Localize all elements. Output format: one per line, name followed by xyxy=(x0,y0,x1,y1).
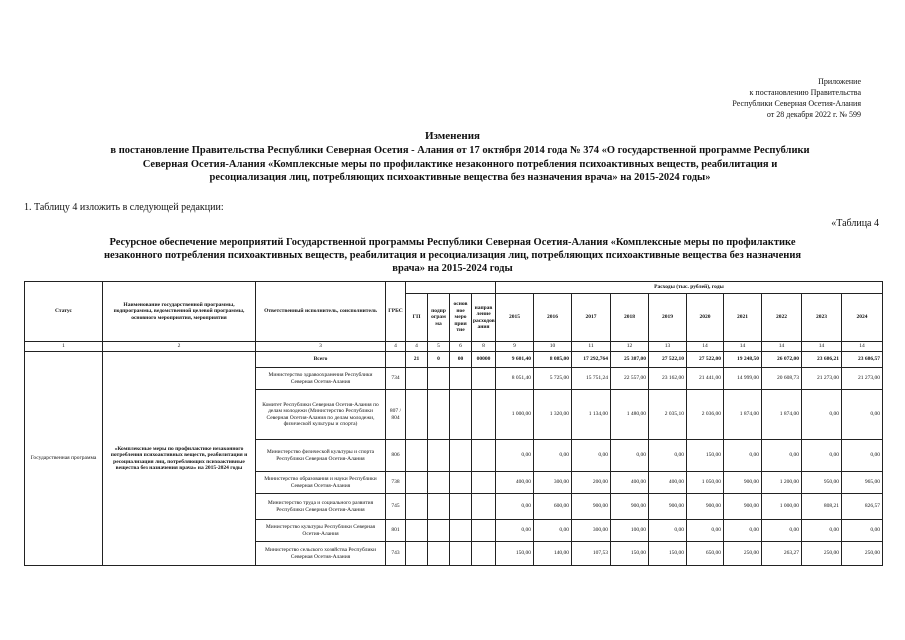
column-number: 4 xyxy=(406,342,428,352)
value-cell-2016: 1 320,00 xyxy=(534,390,572,440)
value-cell-2018: 100,00 xyxy=(611,520,649,542)
value-cell-2023: 0,00 xyxy=(802,440,842,472)
executor-cell: Министерство труда и социального развития Республики Северная Осетия-Алания xyxy=(256,494,386,520)
header-year-2021: 2021 xyxy=(724,294,762,342)
value-cell-2022: 20 608,73 xyxy=(762,368,802,390)
value-cell-2017: 17 292,764 xyxy=(572,352,611,368)
value-cell-2021: 19 248,50 xyxy=(724,352,762,368)
value-cell-2020: 0,00 xyxy=(687,520,724,542)
value-cell-2018: 25 387,00 xyxy=(611,352,649,368)
value-cell-2023: 808,21 xyxy=(802,494,842,520)
column-number: 8 xyxy=(472,342,496,352)
gp-cell xyxy=(406,440,428,472)
value-cell-2020: 150,00 xyxy=(687,440,724,472)
header-grbs: ГРБС xyxy=(386,282,406,342)
main-event-cell xyxy=(450,390,472,440)
value-cell-2022: 26 072,00 xyxy=(762,352,802,368)
value-cell-2024: 250,00 xyxy=(842,542,883,566)
expense-direction-cell xyxy=(472,440,496,472)
value-cell-2018: 0,00 xyxy=(611,440,649,472)
expense-direction-cell xyxy=(472,368,496,390)
column-number: 14 xyxy=(724,342,762,352)
value-cell-2019: 23 162,00 xyxy=(649,368,687,390)
grbs-cell: 738 xyxy=(386,472,406,494)
main-event-cell: 00 xyxy=(450,352,472,368)
header-subprogram: подпр ограм ма xyxy=(428,294,450,342)
column-number: 6 xyxy=(450,342,472,352)
value-cell-2024: 23 686,57 xyxy=(842,352,883,368)
appendix-line-4: от 28 декабря 2022 г. № 599 xyxy=(766,110,861,119)
gp-cell xyxy=(406,494,428,520)
grbs-cell: 807 / 804 xyxy=(386,390,406,440)
subprogram-cell xyxy=(428,472,450,494)
value-cell-2016: 0,00 xyxy=(534,440,572,472)
value-cell-2019: 0,00 xyxy=(649,520,687,542)
paragraph-1: 1. Таблицу 4 изложить в следующей редакции: xyxy=(24,202,224,213)
value-cell-2022: 0,00 xyxy=(762,520,802,542)
value-cell-2020: 2 036,00 xyxy=(687,390,724,440)
value-cell-2017: 15 751,24 xyxy=(572,368,611,390)
value-cell-2020: 900,00 xyxy=(687,494,724,520)
subprogram-cell xyxy=(428,494,450,520)
value-cell-2015: 400,00 xyxy=(496,472,534,494)
header-name: Наименование государственной программы, подпрограммы, ведомственной целевой программы, основного мероприятия, мероприятия xyxy=(103,282,256,342)
table-title: Ресурсное обеспечение мероприятий Государственной программы Республики Северная Осетия-Алания «Комплексные меры по профилактике незаконного потребления психоактивных веществ, реабилитация и ресоциализация лиц, потребляющих психоактивные вещества без назначения врача» на 2015-2024 годы xyxy=(103,237,802,274)
gp-cell xyxy=(406,472,428,494)
appendix-block xyxy=(661,76,861,120)
expense-direction-cell xyxy=(472,520,496,542)
value-cell-2016: 5 725,00 xyxy=(534,368,572,390)
grbs-cell xyxy=(386,352,406,368)
value-cell-2019: 150,00 xyxy=(649,542,687,566)
column-number: 3 xyxy=(256,342,386,352)
value-cell-2023: 0,00 xyxy=(802,390,842,440)
value-cell-2018: 900,00 xyxy=(611,494,649,520)
gp-cell xyxy=(406,368,428,390)
value-cell-2021: 0,00 xyxy=(724,440,762,472)
main-event-cell xyxy=(450,440,472,472)
value-cell-2015: 1 000,00 xyxy=(496,390,534,440)
value-cell-2023: 0,00 xyxy=(802,520,842,542)
value-cell-2019: 2 035,10 xyxy=(649,390,687,440)
value-cell-2015: 0,00 xyxy=(496,440,534,472)
value-cell-2018: 400,00 xyxy=(611,472,649,494)
value-cell-2023: 23 686,21 xyxy=(802,352,842,368)
value-cell-2015: 0,00 xyxy=(496,494,534,520)
column-number: 10 xyxy=(534,342,572,352)
subprogram-cell xyxy=(428,368,450,390)
header-year-2016: 2016 xyxy=(534,294,572,342)
value-cell-2015: 0,00 xyxy=(496,520,534,542)
value-cell-2016: 140,00 xyxy=(534,542,572,566)
main-event-cell xyxy=(450,472,472,494)
grbs-cell: 745 xyxy=(386,494,406,520)
column-number: 14 xyxy=(802,342,842,352)
value-cell-2020: 650,00 xyxy=(687,542,724,566)
value-cell-2021: 250,00 xyxy=(724,542,762,566)
expense-direction-cell xyxy=(472,472,496,494)
grbs-cell: 801 xyxy=(386,520,406,542)
grbs-cell: 734 xyxy=(386,368,406,390)
column-number: 12 xyxy=(611,342,649,352)
value-cell-2018: 22 557,00 xyxy=(611,368,649,390)
header-year-2019: 2019 xyxy=(649,294,687,342)
header-codes-blank xyxy=(406,282,496,294)
subprogram-cell xyxy=(428,390,450,440)
value-cell-2024: 0,00 xyxy=(842,520,883,542)
column-number: 1 xyxy=(25,342,103,352)
value-cell-2023: 950,00 xyxy=(802,472,842,494)
column-number: 14 xyxy=(842,342,883,352)
status-cell: Государственная программа xyxy=(25,352,103,566)
subprogram-cell xyxy=(428,520,450,542)
value-cell-2020: 27 522,00 xyxy=(687,352,724,368)
column-number: 2 xyxy=(103,342,256,352)
main-event-cell xyxy=(450,520,472,542)
value-cell-2022: 263,27 xyxy=(762,542,802,566)
value-cell-2015: 9 601,40 xyxy=(496,352,534,368)
value-cell-2022: 0,00 xyxy=(762,440,802,472)
value-cell-2017: 300,00 xyxy=(572,520,611,542)
column-number: 11 xyxy=(572,342,611,352)
gp-cell: 21 xyxy=(406,352,428,368)
value-cell-2016: 0,00 xyxy=(534,520,572,542)
executor-cell: Комитет Республики Северная Осетия-Алания по делам молодежи (Министерство Республики Северная Осетия-Алания по делам молодежи, физической культуры и спорта) xyxy=(256,390,386,440)
value-cell-2017: 200,00 xyxy=(572,472,611,494)
main-event-cell xyxy=(450,494,472,520)
header-year-2020: 2020 xyxy=(687,294,724,342)
value-cell-2024: 21 273,00 xyxy=(842,368,883,390)
header-main-event: основ ное меро прия тие xyxy=(450,294,472,342)
value-cell-2024: 826,57 xyxy=(842,494,883,520)
header-gp: ГП xyxy=(406,294,428,342)
executor-cell: Всего xyxy=(256,352,386,368)
value-cell-2021: 0,00 xyxy=(724,520,762,542)
value-cell-2023: 21 273,00 xyxy=(802,368,842,390)
value-cell-2021: 900,00 xyxy=(724,472,762,494)
column-number: 14 xyxy=(687,342,724,352)
expense-direction-cell xyxy=(472,494,496,520)
value-cell-2023: 250,00 xyxy=(802,542,842,566)
grbs-cell: 806 xyxy=(386,440,406,472)
column-number: 14 xyxy=(762,342,802,352)
resource-table xyxy=(24,281,883,566)
value-cell-2015: 8 051,40 xyxy=(496,368,534,390)
table-row xyxy=(25,352,883,368)
executor-cell: Министерство здравоохранения Республики Северная Осетия-Алания xyxy=(256,368,386,390)
value-cell-2020: 21 441,00 xyxy=(687,368,724,390)
main-event-cell xyxy=(450,368,472,390)
header-year-2022: 2022 xyxy=(762,294,802,342)
column-number: 9 xyxy=(496,342,534,352)
value-cell-2019: 400,00 xyxy=(649,472,687,494)
value-cell-2019: 0,00 xyxy=(649,440,687,472)
expense-direction-cell xyxy=(472,542,496,566)
value-cell-2022: 1 000,00 xyxy=(762,494,802,520)
value-cell-2016: 300,00 xyxy=(534,472,572,494)
value-cell-2021: 900,00 xyxy=(724,494,762,520)
expense-direction-cell xyxy=(472,390,496,440)
column-number: 5 xyxy=(428,342,450,352)
header-status: Статус xyxy=(25,282,103,342)
value-cell-2022: 1 200,00 xyxy=(762,472,802,494)
header-executor: Ответственный исполнитель, соисполнитель xyxy=(256,282,386,342)
value-cell-2015: 150,00 xyxy=(496,542,534,566)
value-cell-2016: 8 085,00 xyxy=(534,352,572,368)
value-cell-2018: 150,00 xyxy=(611,542,649,566)
value-cell-2021: 1 874,00 xyxy=(724,390,762,440)
appendix-line-2: к постановлению Правительства xyxy=(749,88,861,97)
header-expenses-group: Расходы (тыс. рублей), годы xyxy=(496,282,883,294)
value-cell-2024: 0,00 xyxy=(842,390,883,440)
value-cell-2024: 965,00 xyxy=(842,472,883,494)
main-event-cell xyxy=(450,542,472,566)
table-reference: «Таблица 4 xyxy=(831,218,879,229)
header-expense-direction: направ ление расходов ания xyxy=(472,294,496,342)
gp-cell xyxy=(406,390,428,440)
value-cell-2020: 1 050,00 xyxy=(687,472,724,494)
value-cell-2024: 0,00 xyxy=(842,440,883,472)
header-year-2015: 2015 xyxy=(496,294,534,342)
header-year-2023: 2023 xyxy=(802,294,842,342)
value-cell-2019: 27 522,10 xyxy=(649,352,687,368)
value-cell-2017: 900,00 xyxy=(572,494,611,520)
header-year-2024: 2024 xyxy=(842,294,883,342)
subprogram-cell: 0 xyxy=(428,352,450,368)
value-cell-2017: 1 134,00 xyxy=(572,390,611,440)
column-number: 13 xyxy=(649,342,687,352)
appendix-line-1: Приложение xyxy=(818,77,861,86)
expense-direction-cell: 00000 xyxy=(472,352,496,368)
value-cell-2021: 14 999,00 xyxy=(724,368,762,390)
column-number: 4 xyxy=(386,342,406,352)
executor-cell: Министерство культуры Республики Северная Осетия-Алания xyxy=(256,520,386,542)
value-cell-2022: 1 874,00 xyxy=(762,390,802,440)
executor-cell: Министерство сельского хозяйства Республики Северная Осетия-Алания xyxy=(256,542,386,566)
value-cell-2017: 107,53 xyxy=(572,542,611,566)
value-cell-2016: 600,00 xyxy=(534,494,572,520)
program-name-cell: «Комплексные меры по профилактике незаконного потребления психоактивных веществ, реабилитация и ресоциализация лиц, потребляющих психоактивные вещества без назначения врача» на 2015-2024 годы xyxy=(103,352,256,566)
grbs-cell: 743 xyxy=(386,542,406,566)
gp-cell xyxy=(406,542,428,566)
executor-cell: Министерство физической культуры и спорта Республики Северная Осетия-Алания xyxy=(256,440,386,472)
header-year-2017: 2017 xyxy=(572,294,611,342)
appendix-line-3: Республики Северная Осетия-Алания xyxy=(732,99,861,108)
value-cell-2019: 900,00 xyxy=(649,494,687,520)
value-cell-2017: 0,00 xyxy=(572,440,611,472)
document-title: Изменения xyxy=(424,130,481,142)
gp-cell xyxy=(406,520,428,542)
header-year-2018: 2018 xyxy=(611,294,649,342)
document-subtitle: в постановление Правительства Республики Северная Осетия - Алания от 17 октября 2014 года № 374 «О государственной программе Республики Северная Осетия-Алания «Комплексные меры по профилактике незаконного потребления психоактивных веществ, реабилитация и ресоциализация лиц, потребляющих психоактивные вещества без назначения врача» на 2015-2024 годы» xyxy=(110,145,810,183)
value-cell-2018: 1 480,00 xyxy=(611,390,649,440)
subprogram-cell xyxy=(428,542,450,566)
executor-cell: Министерство образования и науки Республики Северная Осетия-Алания xyxy=(256,472,386,494)
subprogram-cell xyxy=(428,440,450,472)
